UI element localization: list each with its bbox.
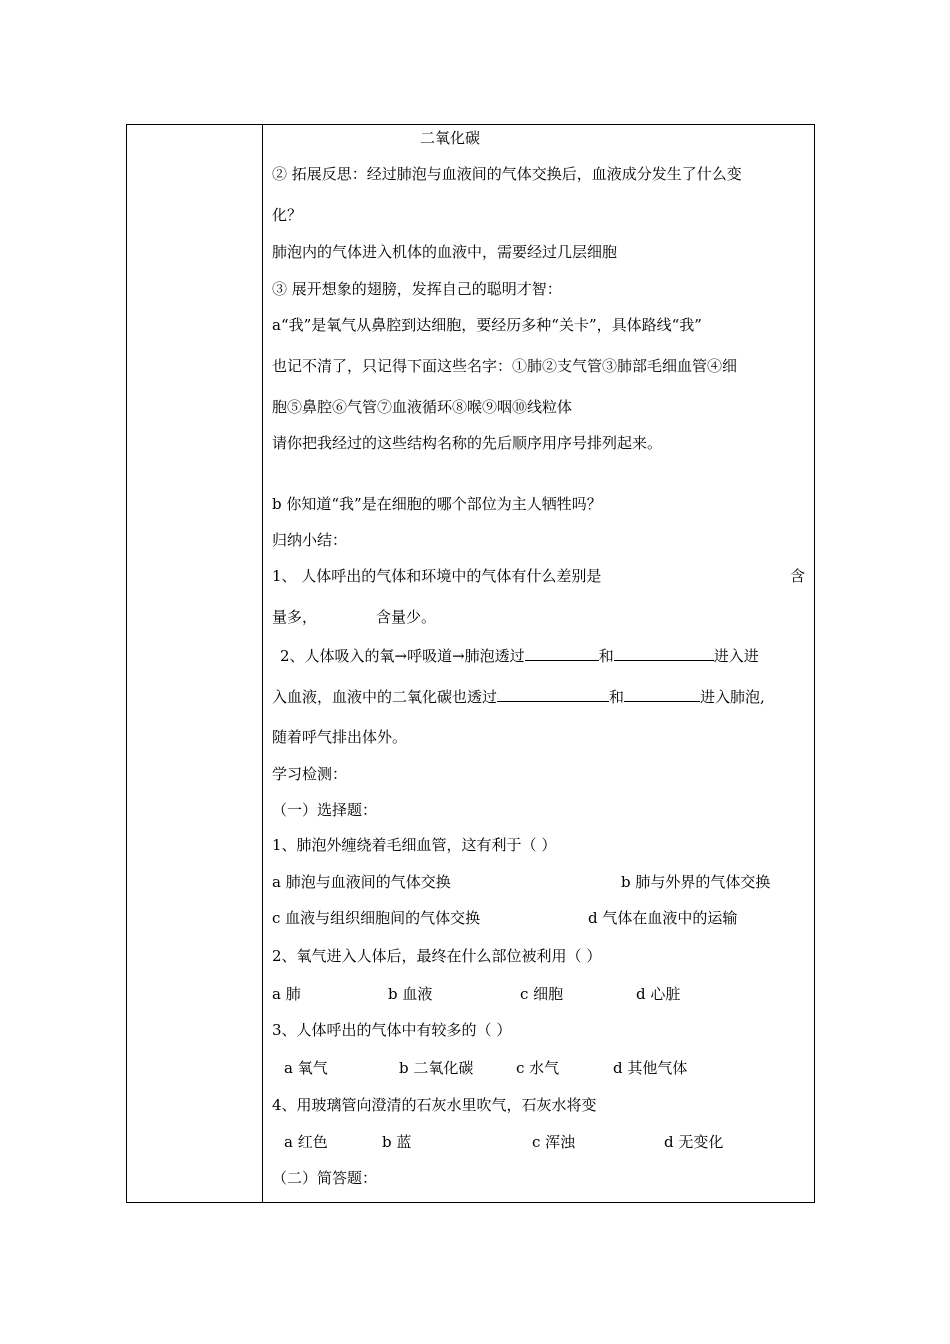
- choice-q4-option-a: a 红色: [284, 1133, 328, 1151]
- blank-1[interactable]: [525, 645, 599, 661]
- oxygen-route-line2: 也记不清了，只记得下面这些名字：①肺②支气管③肺部毛细血管④细: [272, 357, 738, 375]
- summary-q2-line3: 随着呼气排出体外。: [272, 728, 408, 746]
- oxygen-route-line1: a“我”是氧气从鼻腔到达细胞，要经历多种“关卡”，具体路线“我”: [272, 316, 702, 334]
- check-heading: 学习检测：: [272, 765, 348, 783]
- imagination-prompt: ③ 展开想象的翅膀，发挥自己的聪明才智：: [272, 280, 562, 298]
- summary-q2-line2: 入血液，血液中的二氧化碳也透过 和 进入肺泡,: [272, 688, 765, 706]
- co2-line: 二氧化碳: [420, 129, 481, 147]
- blank-2[interactable]: [614, 645, 714, 661]
- summary-q2-line1: 2、人体吸入的氧→呼吸道→肺泡透过 和 进入进: [280, 647, 759, 665]
- blank-4[interactable]: [624, 686, 700, 702]
- summary-q1-less: 含量少。: [376, 608, 437, 626]
- choice-q1-option-a: a 肺泡与血液间的气体交换: [272, 873, 451, 891]
- choice-q1-option-b: b 肺与外界的气体交换: [621, 873, 771, 891]
- oxygen-sacrifice-question: b 你知道“我”是在细胞的哪个部位为主人牺牲吗？: [272, 495, 602, 513]
- oxygen-route-instruction: 请你把我经过的这些结构名称的先后顺序用序号排列起来。: [272, 434, 663, 452]
- choice-q4-option-c: c 浑浊: [532, 1133, 576, 1151]
- choice-q4-option-d: d 无变化: [664, 1133, 724, 1151]
- choice-q3-option-a: a 氧气: [284, 1059, 328, 1077]
- choice-q1-option-d: d 气体在血液中的运输: [588, 909, 738, 927]
- choice-heading: （一）选择题：: [272, 801, 378, 819]
- reflection-question-line2: 化？: [272, 206, 303, 224]
- choice-q2-option-a: a 肺: [272, 985, 301, 1003]
- summary-heading: 归纳小结：: [272, 531, 348, 549]
- column-divider: [262, 124, 263, 1203]
- short-answer-heading: （二）简答题：: [272, 1169, 378, 1187]
- choice-q2-option-d: d 心脏: [636, 985, 681, 1003]
- reflection-question-line1: ② 拓展反思：经过肺泡与血液间的气体交换后，血液成分发生了什么变: [272, 165, 742, 183]
- blank-3[interactable]: [497, 686, 609, 702]
- choice-q3-option-d: d 其他气体: [613, 1059, 688, 1077]
- choice-q1: 1、肺泡外缠绕着毛细血管，这有利于（ ）: [272, 836, 557, 854]
- choice-q3-option-c: c 水气: [516, 1059, 560, 1077]
- choice-q4: 4、用玻璃管向澄清的石灰水里吹气，石灰水将变: [272, 1096, 597, 1114]
- choice-q2-option-b: b 血液: [388, 985, 433, 1003]
- summary-q1-more: 量多，: [272, 608, 318, 626]
- alveoli-question: 肺泡内的气体进入机体的血液中，需要经过几层细胞: [272, 243, 618, 261]
- summary-q1-han: 含: [790, 567, 806, 585]
- choice-q3: 3、人体呼出的气体中有较多的（ ）: [272, 1021, 512, 1039]
- choice-q1-option-c: c 血液与组织细胞间的气体交换: [272, 909, 481, 927]
- choice-q2-option-c: c 细胞: [520, 985, 564, 1003]
- choice-q3-option-b: b 二氧化碳: [399, 1059, 474, 1077]
- summary-q1-line1: 1、 人体呼出的气体和环境中的气体有什么差别是: [272, 567, 602, 585]
- oxygen-route-line3: 胞⑤鼻腔⑥气管⑦血液循环⑧喉⑨咽⑩线粒体: [272, 398, 573, 416]
- choice-q4-option-b: b 蓝: [382, 1133, 412, 1151]
- choice-q2: 2、氧气进入人体后，最终在什么部位被利用（ ）: [272, 947, 602, 965]
